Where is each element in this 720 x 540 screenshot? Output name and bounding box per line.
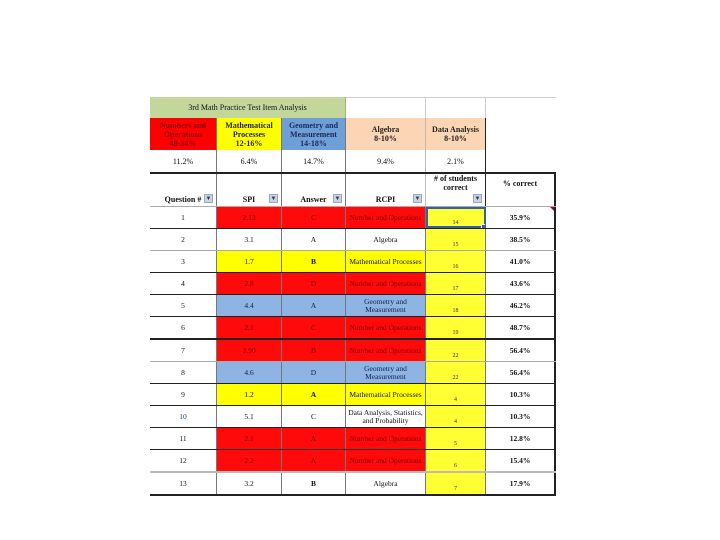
question-number[interactable]: 13 (150, 473, 217, 494)
question-number[interactable]: 1 (150, 207, 217, 228)
answer-cell[interactable]: A (282, 229, 346, 250)
pct-correct-cell[interactable]: 41.0% (486, 251, 556, 272)
students-correct-cell[interactable]: 5 (426, 428, 486, 449)
rcpi-cell[interactable]: Algebra (346, 473, 426, 494)
students-correct-header[interactable]: # of students correct (426, 174, 486, 192)
question-number[interactable]: 7 (150, 340, 217, 361)
filter-dropdown-icon[interactable]: ▼ (474, 195, 481, 202)
spi-cell[interactable]: 3.2 (217, 473, 282, 494)
answer-cell[interactable]: B (282, 473, 346, 494)
column-header-row (150, 192, 556, 207)
data-rows (150, 207, 556, 496)
answer-cell[interactable]: C (282, 317, 346, 338)
column-header-question[interactable]: Question # ▼ (150, 192, 217, 206)
students-correct-cell[interactable]: 14 (426, 207, 486, 228)
pct-correct-cell[interactable]: 10.3% (486, 384, 556, 405)
rcpi-cell[interactable]: Number and Operations (346, 207, 426, 228)
empty-cell[interactable] (346, 174, 426, 192)
column-header-students[interactable] (426, 192, 486, 206)
pct-correct-cell[interactable]: 56.4% (486, 362, 556, 383)
pct-geometry-measurement[interactable]: 14.7% (282, 150, 346, 172)
table-row (150, 251, 556, 273)
answer-cell[interactable]: D (282, 273, 346, 294)
category-algebra[interactable]: Algebra 8-10% (346, 118, 426, 150)
students-correct-cell[interactable]: 16 (426, 251, 486, 272)
pct-data-analysis[interactable]: 2.1% (426, 150, 486, 172)
subheader-row (150, 172, 556, 192)
pct-correct-cell[interactable]: 48.7% (486, 317, 556, 338)
empty-cell[interactable] (486, 192, 556, 206)
students-correct-cell[interactable]: 4 (426, 406, 486, 427)
students-correct-cell[interactable]: 22 (426, 362, 486, 383)
pct-correct-cell[interactable]: 15.4% (486, 450, 556, 471)
category-percent-row (150, 150, 486, 174)
answer-cell[interactable]: B (282, 340, 346, 361)
pct-correct-cell[interactable]: 17.9% (486, 473, 556, 494)
filter-dropdown-icon[interactable]: ▼ (414, 195, 421, 202)
spi-cell[interactable]: 2.2 (217, 450, 282, 471)
students-correct-cell[interactable]: 15 (426, 229, 486, 250)
rcpi-cell[interactable]: Algebra (346, 229, 426, 250)
spi-cell[interactable]: 4.6 (217, 362, 282, 383)
students-correct-cell[interactable]: 17 (426, 273, 486, 294)
spi-cell[interactable]: 1.2 (217, 384, 282, 405)
students-correct-cell[interactable]: 19 (426, 317, 486, 338)
empty-cell[interactable] (217, 174, 282, 192)
question-number[interactable]: 6 (150, 317, 217, 338)
question-number[interactable]: 5 (150, 295, 217, 316)
pct-correct-cell[interactable]: 35.9% (486, 207, 556, 228)
students-correct-cell[interactable]: 7 (426, 473, 486, 494)
pct-correct-header[interactable]: % correct (486, 174, 556, 192)
table-row (150, 406, 556, 428)
category-numbers-operations[interactable]: Numbers and Operations 48-54% (150, 118, 217, 150)
pct-correct-cell[interactable]: 46.2% (486, 295, 556, 316)
empty-cell[interactable] (426, 97, 486, 118)
rcpi-cell[interactable]: Number and Operations (346, 450, 426, 471)
question-number[interactable]: 12 (150, 450, 217, 471)
question-number[interactable]: 8 (150, 362, 217, 383)
column-header-rcpi[interactable]: RCPI ▼ (346, 192, 426, 206)
rcpi-cell[interactable]: Geometry and Measurement (346, 295, 426, 316)
spi-cell[interactable]: 3.1 (217, 229, 282, 250)
pct-correct-cell[interactable]: 56.4% (486, 340, 556, 361)
spi-cell[interactable]: 5.1 (217, 406, 282, 427)
rcpi-cell[interactable]: Number and Operations (346, 273, 426, 294)
students-correct-cell[interactable]: 18 (426, 295, 486, 316)
students-correct-cell[interactable]: 6 (426, 450, 486, 471)
filter-dropdown-icon[interactable]: ▼ (205, 195, 212, 202)
answer-cell[interactable]: A (282, 428, 346, 449)
pct-numbers-operations[interactable]: 11.2% (150, 150, 217, 172)
answer-cell[interactable]: C (282, 406, 346, 427)
category-data-analysis[interactable]: Data Analysis 8-10% (426, 118, 486, 150)
answer-cell[interactable]: A (282, 295, 346, 316)
item-analysis-sheet (150, 97, 556, 496)
spi-cell[interactable]: 2.8 (217, 273, 282, 294)
rcpi-cell[interactable]: Number and Operations (346, 340, 426, 361)
question-number[interactable]: 11 (150, 428, 217, 449)
rcpi-cell[interactable]: Geometry and Measurement (346, 362, 426, 383)
category-geometry-measurement[interactable]: Geometry and Measurement 14-18% (282, 118, 346, 150)
comment-indicator-icon[interactable] (550, 207, 556, 213)
title-row (150, 97, 556, 118)
pct-correct-cell[interactable]: 43.6% (486, 273, 556, 294)
spi-cell[interactable]: 4.4 (217, 295, 282, 316)
answer-cell[interactable]: A (282, 450, 346, 471)
empty-cell[interactable] (346, 97, 426, 118)
pct-mathematical-processes[interactable]: 6.4% (217, 150, 282, 172)
table-row (150, 229, 556, 251)
column-header-spi[interactable]: SPI ▼ (217, 192, 282, 206)
answer-cell[interactable]: B (282, 251, 346, 272)
table-row (150, 384, 556, 406)
spi-cell[interactable]: 1.7 (217, 251, 282, 272)
table-row (150, 207, 556, 229)
table-row (150, 273, 556, 295)
spi-cell[interactable]: 2.90 (217, 340, 282, 361)
rcpi-cell[interactable]: Mathematical Processes (346, 251, 426, 272)
question-number[interactable]: 3 (150, 251, 217, 272)
table-row (150, 317, 556, 340)
rcpi-cell[interactable]: Data Analysis, Statistics, and Probability (346, 406, 426, 427)
sheet-title[interactable]: 3rd Math Practice Test Item Analysis (150, 97, 346, 118)
spi-cell[interactable]: 2.1 (217, 428, 282, 449)
table-row (150, 340, 556, 362)
empty-cell[interactable] (486, 97, 556, 118)
empty-cell[interactable] (486, 118, 556, 150)
answer-cell[interactable]: D (282, 362, 346, 383)
pct-correct-cell[interactable]: 38.5% (486, 229, 556, 250)
question-number[interactable]: 2 (150, 229, 217, 250)
empty-cell[interactable] (150, 174, 217, 192)
question-number[interactable]: 10 (150, 406, 217, 427)
rcpi-cell[interactable]: Number and Operations (346, 317, 426, 338)
students-correct-cell[interactable]: 22 (426, 340, 486, 361)
table-row (150, 428, 556, 450)
pct-correct-cell[interactable]: 10.3% (486, 406, 556, 427)
question-number[interactable]: 4 (150, 273, 217, 294)
table-row (150, 473, 556, 496)
rcpi-cell[interactable]: Number and Operations (346, 428, 426, 449)
filter-dropdown-icon[interactable]: ▼ (334, 195, 341, 202)
students-correct-cell[interactable]: 4 (426, 384, 486, 405)
spi-cell[interactable]: 2.1 (217, 317, 282, 338)
category-mathematical-processes[interactable]: Mathematical Processes 12-16% (217, 118, 282, 150)
pct-algebra[interactable]: 9.4% (346, 150, 426, 172)
question-number[interactable]: 9 (150, 384, 217, 405)
spi-cell[interactable]: 2.13 (217, 207, 282, 228)
pct-correct-cell[interactable]: 12.8% (486, 428, 556, 449)
table-row (150, 295, 556, 317)
rcpi-cell[interactable]: Mathematical Processes (346, 384, 426, 405)
filter-dropdown-icon[interactable]: ▼ (270, 195, 277, 202)
table-row (150, 450, 556, 473)
answer-cell[interactable]: C (282, 207, 346, 228)
table-row (150, 362, 556, 384)
empty-cell[interactable] (282, 174, 346, 192)
category-row (150, 118, 556, 150)
column-header-answer[interactable]: Answer ▼ (282, 192, 346, 206)
answer-cell[interactable]: A (282, 384, 346, 405)
